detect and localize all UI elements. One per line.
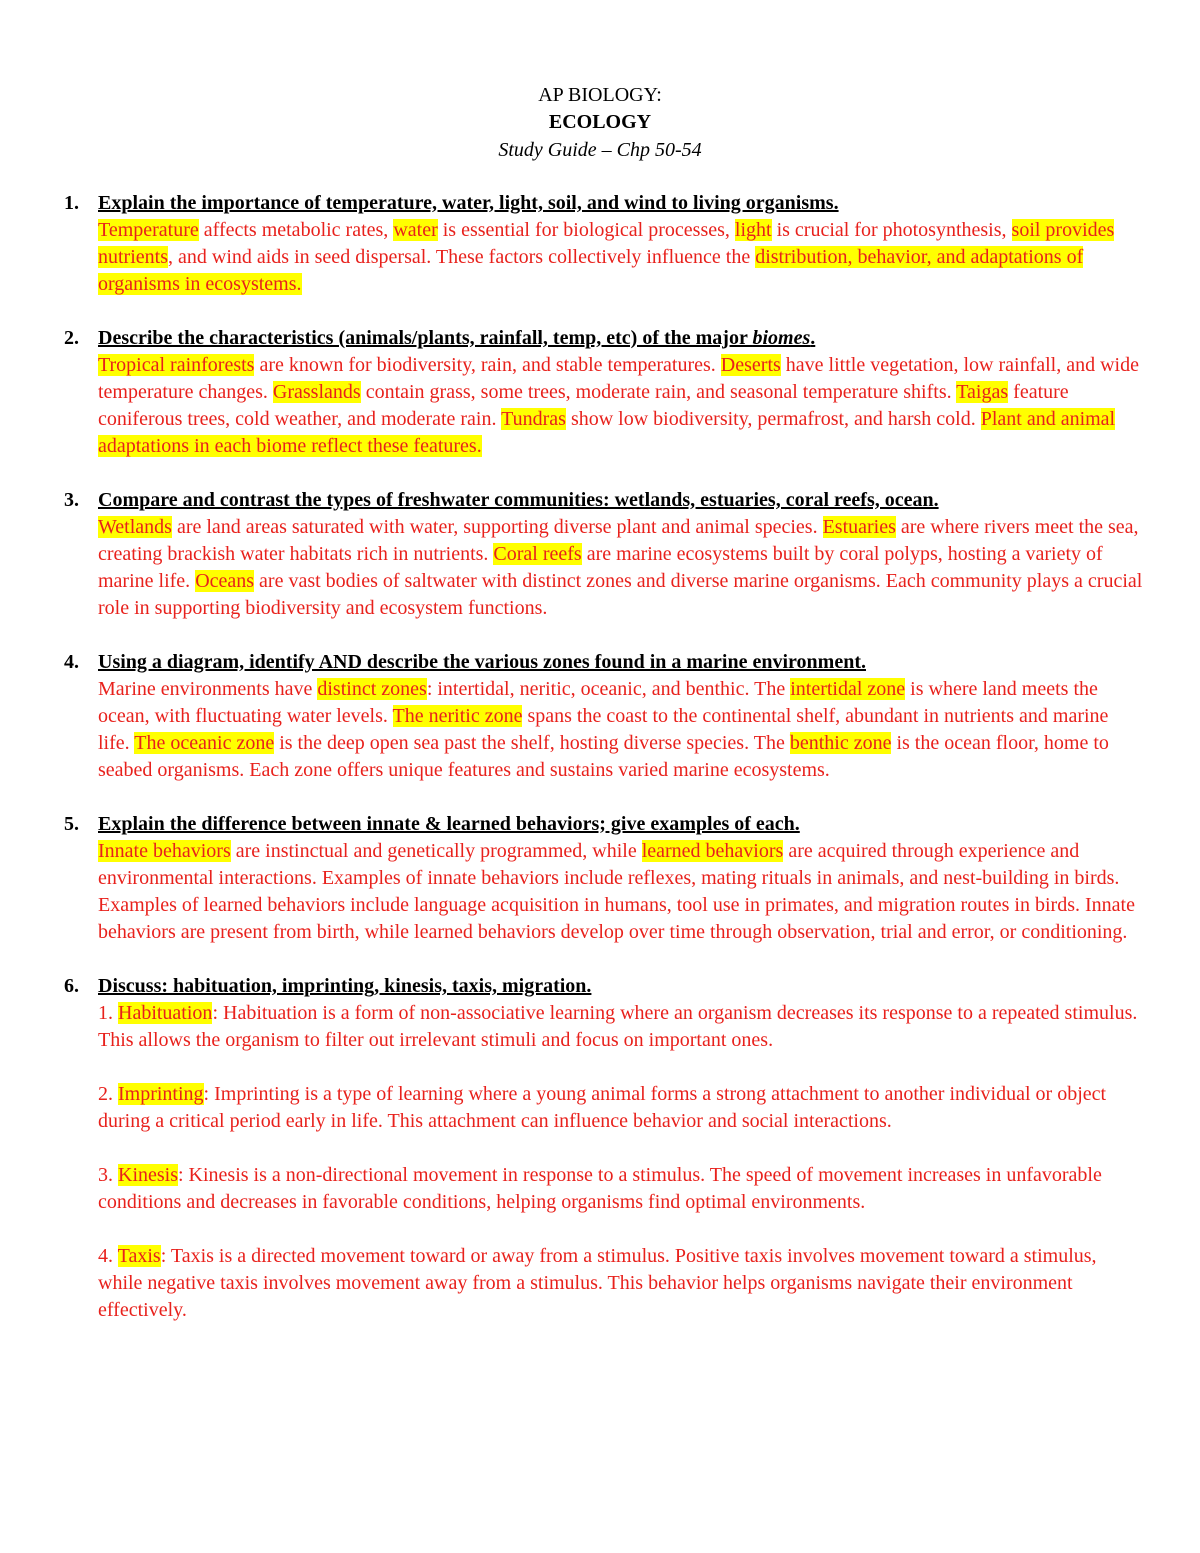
answer-span: are land areas saturated with water, supporting diverse plant and animal species.: [171, 516, 823, 538]
question-title: Explain the difference between innate & learned behaviors; give examples of each.: [98, 813, 800, 835]
title-span: .: [810, 327, 816, 349]
highlight: The neritic zone: [392, 705, 523, 727]
highlight: intertidal zone: [790, 678, 906, 700]
answer-text: [98, 514, 1144, 622]
question-number: 1.: [64, 192, 79, 214]
answer-span: : intertidal, neritic, oceanic, and benthic. The: [426, 678, 791, 700]
answer-span: : Imprinting is a type of learning where a young animal forms a strong attachment to another individual or object during a critical period early in life. This attachment can influence behavior and social interactions.: [98, 1083, 1107, 1132]
sub-item-number: 4.: [98, 1245, 118, 1267]
question-number: 6.: [64, 975, 79, 997]
highlight: Oceans: [195, 570, 255, 592]
highlight: distinct zones: [317, 678, 427, 700]
highlight: light: [734, 219, 772, 241]
question-title: Compare and contrast the types of freshwater communities: wetlands, estuaries, coral reefs, ocean.: [98, 489, 939, 511]
highlight: soil provides nutrients: [98, 219, 1115, 268]
answer-span: show low biodiversity, permafrost, and harsh cold.: [565, 408, 981, 430]
unit-title: ECOLOGY: [548, 111, 652, 133]
answer-span: have little vegetation, low rainfall, and wide temperature changes.: [98, 354, 1139, 403]
sub-item-taxis: [98, 1243, 1144, 1324]
answer-span: is where land meets the ocean, with fluctuating water levels.: [98, 678, 1098, 727]
answer-text: [98, 352, 1144, 460]
question-title: Discuss: habituation, imprinting, kinesis, taxis, migration.: [98, 975, 592, 997]
answer-span: are where rivers meet the sea, creating brackish water habitats rich in nutrients.: [98, 516, 1139, 565]
answer-span: Marine environments have: [98, 678, 318, 700]
question-number: 2.: [64, 327, 79, 349]
title-span: Describe the characteristics (animals/plants, rainfall, temp, etc) of the major: [98, 327, 753, 349]
answer-span: is essential for biological processes,: [437, 219, 735, 241]
answer-span: : Taxis is a directed movement toward or away from a stimulus. Positive taxis involves movement toward a stimulus, while negative taxis involves movement away from a stimulus. This behavior helps organisms navigate their environment effectively.: [98, 1245, 1097, 1321]
answer-text: [98, 676, 1144, 784]
highlight: Wetlands: [98, 516, 172, 538]
highlight: Coral reefs: [493, 543, 582, 565]
highlight: Taigas: [956, 381, 1009, 403]
answer-span: affects metabolic rates,: [198, 219, 394, 241]
document-header: [0, 82, 1200, 164]
sub-item-imprinting: [98, 1081, 1144, 1135]
question-title: Using a diagram, identify AND describe the various zones found in a marine environment.: [98, 651, 866, 673]
highlight: Habituation: [118, 1002, 213, 1024]
answer-span: contain grass, some trees, moderate rain, and seasonal temperature shifts.: [360, 381, 957, 403]
sub-item-kinesis: [98, 1162, 1144, 1216]
answer-span: , and wind aids in seed dispersal. These factors collectively influence the: [168, 246, 756, 268]
question-2: [64, 325, 1144, 460]
answer-span: : Habituation is a form of non-associative learning where an organism decreases its response to a repeated stimulus. This allows the organism to filter out irrelevant stimuli and focus on important ones.: [98, 1002, 1138, 1051]
answer-span: feature coniferous trees, cold weather, and moderate rain.: [98, 381, 1069, 430]
highlight: Innate behaviors: [98, 840, 231, 862]
highlight: learned behaviors: [641, 840, 784, 862]
answer-text: [98, 217, 1144, 298]
answer-span: are instinctual and genetically programmed, while: [230, 840, 642, 862]
sub-item-number: 3.: [98, 1164, 118, 1186]
title-emphasis: biomes: [752, 327, 811, 349]
question-title: Explain the importance of temperature, water, light, soil, and wind to living organisms.: [98, 192, 839, 214]
highlight: water: [393, 219, 438, 241]
question-list: [64, 190, 1144, 1351]
answer-text: [98, 838, 1144, 946]
course-title: AP BIOLOGY:: [538, 84, 662, 106]
highlight: Deserts: [720, 354, 781, 376]
highlight: Tundras: [501, 408, 566, 430]
highlight: Tropical rainforests: [98, 354, 255, 376]
question-6: [64, 973, 1144, 1324]
sub-item-habituation: [98, 1000, 1144, 1054]
answer-span: are vast bodies of saltwater with distinct zones and diverse marine organisms. Each community plays a crucial role in supporting biodiversity and ecosystem functions.: [98, 570, 1143, 619]
question-4: [64, 649, 1144, 784]
highlight: benthic zone: [789, 732, 892, 754]
answer-span: are marine ecosystems built by coral polyps, hosting a variety of marine life.: [98, 543, 1103, 592]
question-5: [64, 811, 1144, 946]
answer-span: are known for biodiversity, rain, and stable temperatures.: [254, 354, 721, 376]
highlight: Estuaries: [822, 516, 896, 538]
question-3: [64, 487, 1144, 622]
highlight: distribution, behavior, and adaptations of organisms in ecosystems.: [98, 246, 1084, 295]
answer-span: is crucial for photosynthesis,: [771, 219, 1012, 241]
highlight: Plant and animal adaptations in each biome reflect these features.: [98, 408, 1116, 457]
question-number: 3.: [64, 489, 79, 511]
highlight: Imprinting: [118, 1083, 204, 1105]
answer-text: [98, 1000, 1144, 1324]
highlight: Taxis: [117, 1245, 161, 1267]
question-title: [98, 325, 1144, 352]
question-number: 4.: [64, 651, 79, 673]
highlight: Temperature: [98, 219, 199, 241]
answer-span: is the deep open sea past the shelf, hosting diverse species. The: [274, 732, 790, 754]
highlight: Grasslands: [272, 381, 361, 403]
sub-item-number: 2.: [98, 1083, 118, 1105]
sub-item-number: 1.: [98, 1002, 118, 1024]
question-1: [64, 190, 1144, 298]
answer-span: : Kinesis is a non-directional movement in response to a stimulus. The speed of movement increases in unfavorable conditions and decreases in favorable conditions, helping organisms find optimal environments.: [98, 1164, 1102, 1213]
question-number: 5.: [64, 813, 79, 835]
answer-span: spans the coast to the continental shelf, abundant in nutrients and marine life.: [98, 705, 1109, 754]
highlight: Kinesis: [118, 1164, 178, 1186]
highlight: The oceanic zone: [134, 732, 275, 754]
answer-span: are acquired through experience and environmental interactions. Examples of innate behaviors include reflexes, mating rituals in animals, and nest-building in birds. Examples of learned behaviors include language acquisition in humans, tool use in primates, and migration routes in birds. Innate behaviors are present from birth, while learned behaviors develop over time through observation, trial and error, or conditioning.: [98, 840, 1135, 943]
guide-subtitle: Study Guide – Chp 50-54: [498, 139, 702, 161]
answer-span: is the ocean floor, home to seabed organisms. Each zone offers unique features and sustains varied marine ecosystems.: [98, 732, 1109, 781]
